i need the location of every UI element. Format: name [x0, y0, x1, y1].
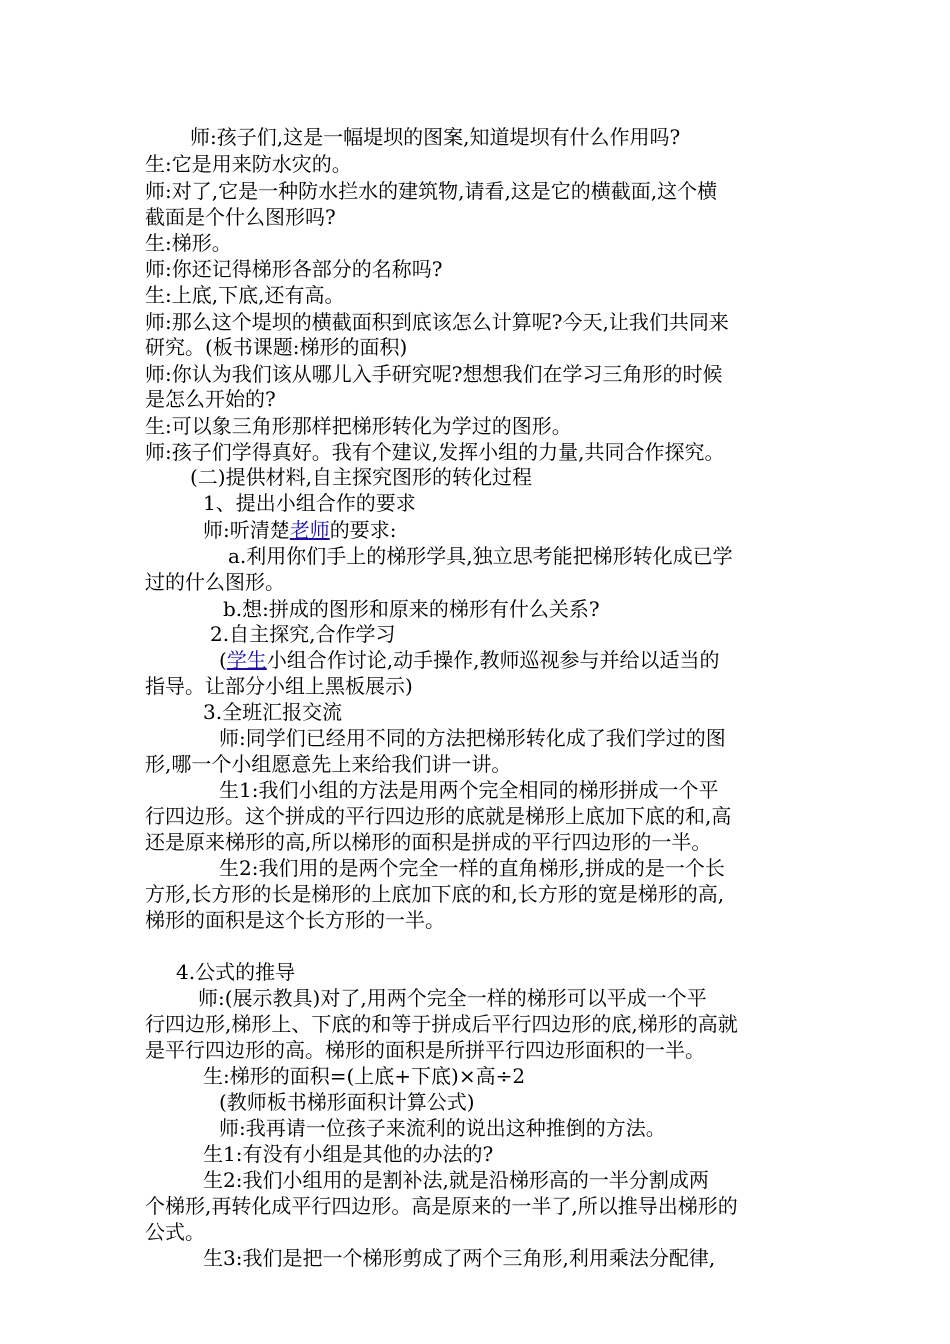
- text-line: 师:你还记得梯形各部分的名称吗?: [145, 257, 443, 281]
- text-line: 方形,长方形的长是梯形的上底加下底的和,长方形的宽是梯形的高,: [145, 882, 725, 906]
- text-line: 行四边形。这个拼成的平行四边形的底就是梯形上底加下底的和,高: [145, 804, 732, 828]
- teacher-link[interactable]: 老师: [289, 518, 330, 542]
- student-operation-line: [219, 647, 720, 673]
- text-line: 师:孩子们学得真好。我有个建议,发挥小组的力量,共同合作探究。: [145, 440, 725, 464]
- text-line: 指导。让部分小组上黑板展示): [145, 674, 413, 698]
- subsection-heading: 2.自主探究,合作学习: [210, 622, 396, 646]
- text-line: 行四边形,梯形上、下底的和等于拼成后平行四边形的底,梯形的高就: [145, 1012, 738, 1036]
- text-line: 师:对了,它是一种防水拦水的建筑物,请看,这是它的横截面,这个横: [145, 179, 718, 203]
- text-line: 生2:我们小组用的是割补法,就是沿梯形高的一半分割成两: [203, 1168, 709, 1192]
- section-heading: (二)提供材料,自主探究图形的转化过程: [190, 465, 532, 489]
- text-line: 师:(展示教具)对了,用两个完全一样的梯形可以平成一个平: [198, 986, 707, 1010]
- text-line: 是平行四边形的高。梯形的面积是所拼平行四边形面积的一半。: [145, 1038, 705, 1062]
- text-line: 生2:我们用的是两个完全一样的直角梯形,拼成的是一个长: [219, 856, 725, 880]
- text-line: 生3:我们是把一个梯形剪成了两个三角形,利用乘法分配律,: [203, 1246, 716, 1270]
- text-line: 是怎么开始的?: [145, 387, 276, 411]
- text-line: 梯形的面积是这个长方形的一半。: [145, 908, 445, 932]
- text-line: 师:我再请一位孩子来流利的说出这种推倒的方法。: [219, 1116, 666, 1140]
- text-line: 师:同学们已经用不同的方法把梯形转化成了我们学过的图: [219, 726, 726, 750]
- text-line: (教师板书梯形面积计算公式): [219, 1090, 475, 1114]
- text-line: 生:上底,下底,还有高。: [145, 283, 345, 307]
- text-line: 生:梯形。: [145, 231, 232, 255]
- text-line: 研究。(板书课题:梯形的面积): [145, 335, 408, 359]
- text-line: 师:那么这个堤坝的横截面积到底该怎么计算呢?今天,让我们共同来: [145, 310, 729, 334]
- student-link[interactable]: 学生: [226, 648, 267, 672]
- text-span: 小组合作讨论,动手操作,教师巡视参与并给以适当的: [266, 648, 720, 672]
- text-line: b.想:拼成的图形和原来的梯形有什么关系?: [223, 597, 600, 621]
- text-line: 公式。: [145, 1220, 205, 1244]
- text-line: 生:它是用来防水灾的。: [145, 152, 352, 176]
- text-span: (: [219, 648, 227, 672]
- text-line: a.利用你们手上的梯形学具,独立思考能把梯形转化成已学: [228, 544, 733, 568]
- subsection-heading: 4.公式的推导: [176, 960, 296, 984]
- text-line: 师:你认为我们该从哪儿入手研究呢?想想我们在学习三角形的时候: [145, 362, 723, 386]
- text-span: 师:听清楚: [203, 518, 290, 542]
- text-line: 生1:有没有小组是其他的办法的?: [203, 1142, 494, 1166]
- text-line: 生:可以象三角形那样把梯形转化为学过的图形。: [145, 414, 572, 438]
- teacher-requirement-line: [203, 517, 397, 543]
- subsection-heading: 3.全班汇报交流: [203, 700, 343, 724]
- text-line: 截面是个什么图形吗?: [145, 205, 336, 229]
- formula-line: 生:梯形的面积=(上底+下底)×高÷2: [203, 1064, 526, 1088]
- text-span: 的要求:: [329, 518, 397, 542]
- text-line: 个梯形,再转化成平行四边形。高是原来的一半了,所以推导出梯形的: [145, 1194, 738, 1218]
- text-line: 还是原来梯形的高,所以梯形的面积是拼成的平行四边形的一半。: [145, 830, 712, 854]
- text-line: 过的什么图形。: [145, 570, 285, 594]
- text-line: 生1:我们小组的方法是用两个完全相同的梯形拼成一个平: [219, 778, 719, 802]
- text-line: 师:孩子们,这是一幅堤坝的图案,知道堤坝有什么作用吗?: [190, 125, 681, 149]
- subsection-heading: 1、提出小组合作的要求: [203, 491, 416, 515]
- text-line: 形,哪一个小组愿意先上来给我们讲一讲。: [145, 752, 512, 776]
